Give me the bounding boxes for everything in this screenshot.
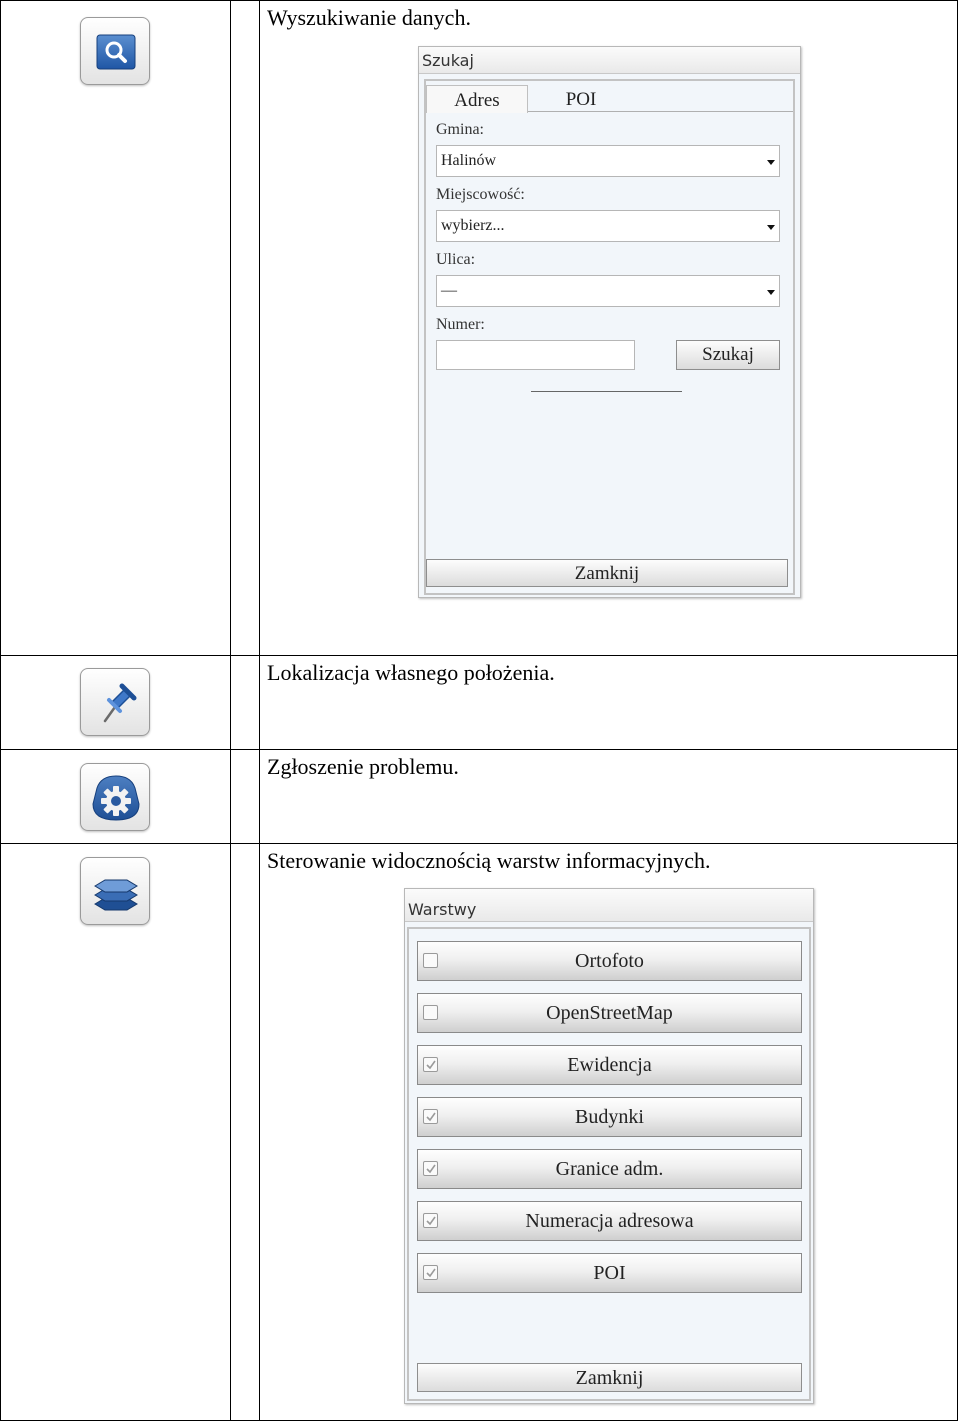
gear-icon — [81, 764, 151, 832]
spacer-cell — [231, 656, 260, 750]
chevron-down-icon — [767, 290, 775, 295]
layer-label: POI — [593, 1262, 626, 1284]
miejscowosc-value: wybierz... — [441, 217, 505, 234]
layer-checkbox[interactable] — [423, 953, 438, 968]
layers-icon — [81, 858, 151, 926]
icon-cell — [1, 750, 231, 844]
layer-label: Ortofoto — [575, 950, 644, 972]
chevron-down-icon — [767, 160, 775, 165]
report-problem-button[interactable] — [80, 763, 150, 831]
panel-title: Warstwy — [405, 889, 813, 922]
table-row — [1, 1, 958, 656]
divider — [531, 391, 682, 392]
layer-checkbox[interactable] — [423, 1161, 438, 1176]
row-description: Sterowanie widocznością warstw informacyjnych. — [267, 848, 711, 873]
description-cell — [260, 656, 958, 750]
table-row — [1, 656, 958, 750]
layer-label: Numeracja adresowa — [525, 1210, 694, 1232]
tab-adres[interactable]: Adres — [426, 85, 528, 113]
table-row — [1, 844, 958, 1421]
layer-toggle-button[interactable] — [417, 1201, 802, 1241]
spacer-cell — [231, 1, 260, 656]
panel-body — [424, 79, 795, 595]
layer-toggle-button[interactable] — [417, 1253, 802, 1293]
zamknij-button[interactable]: Zamknij — [417, 1363, 802, 1392]
ulica-label: Ulica: — [436, 251, 476, 268]
locate-button[interactable] — [80, 668, 150, 736]
panel-body — [407, 927, 811, 1401]
gmina-select[interactable] — [436, 145, 780, 177]
description-cell — [260, 750, 958, 844]
search-button[interactable] — [80, 17, 150, 85]
layer-label: Granice adm. — [555, 1158, 664, 1180]
ulica-select[interactable] — [436, 275, 780, 307]
row-description: Wyszukiwanie danych. — [267, 5, 471, 30]
row-description: Lokalizacja własnego położenia. — [267, 660, 555, 685]
description-cell — [260, 1, 958, 656]
numer-input[interactable] — [436, 340, 635, 370]
tab-poi[interactable]: POI — [565, 89, 597, 110]
layer-checkbox[interactable] — [423, 1213, 438, 1228]
layer-toggle-button[interactable] — [417, 993, 802, 1033]
ulica-value: — — [441, 282, 457, 299]
miejscowosc-select[interactable] — [436, 210, 780, 242]
icon-cell — [1, 1, 231, 656]
gmina-label: Gmina: — [436, 121, 484, 138]
row-description: Zgłoszenie problemu. — [267, 754, 459, 779]
checkmark-icon — [425, 1163, 437, 1175]
layer-label: OpenStreetMap — [546, 1002, 673, 1024]
search-panel — [418, 46, 801, 598]
checkmark-icon — [425, 1215, 437, 1227]
szukaj-button[interactable]: Szukaj — [676, 340, 780, 370]
pushpin-icon — [81, 669, 151, 737]
layer-toggle-button[interactable] — [417, 1097, 802, 1137]
layer-toggle-button[interactable] — [417, 941, 802, 981]
checkmark-icon — [425, 1059, 437, 1071]
chevron-down-icon — [767, 225, 775, 230]
icon-cell — [1, 656, 231, 750]
spacer-cell — [231, 750, 260, 844]
layer-toggle-button[interactable] — [417, 1045, 802, 1085]
table-row — [1, 750, 958, 844]
layer-checkbox[interactable] — [423, 1109, 438, 1124]
checkmark-icon — [425, 1267, 437, 1279]
panel-title: Szukaj — [419, 47, 800, 74]
gmina-value: Halinów — [441, 152, 497, 169]
layer-label: Ewidencja — [567, 1054, 652, 1076]
layer-toggle-button[interactable] — [417, 1149, 802, 1189]
zamknij-button[interactable]: Zamknij — [426, 559, 788, 587]
search-icon — [81, 18, 151, 86]
layer-checkbox[interactable] — [423, 1265, 438, 1280]
spacer-cell — [231, 844, 260, 1421]
numer-label: Numer: — [436, 316, 485, 333]
miejscowosc-label: Miejscowość: — [436, 186, 525, 203]
layer-checkbox[interactable] — [423, 1057, 438, 1072]
description-cell — [260, 844, 958, 1421]
icon-cell — [1, 844, 231, 1421]
layer-checkbox[interactable] — [423, 1005, 438, 1020]
checkmark-icon — [425, 1111, 437, 1123]
layers-button[interactable] — [80, 857, 150, 925]
layers-panel — [404, 888, 814, 1404]
layer-label: Budynki — [575, 1106, 644, 1128]
